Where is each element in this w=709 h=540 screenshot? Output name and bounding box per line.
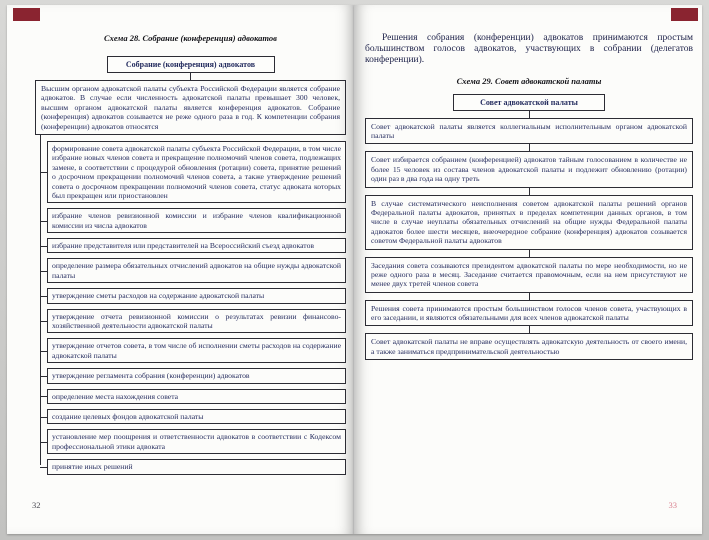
lead-paragraph: Решения собрания (конференции) адвокатов принимаются простым большинством голосов адвокатов, участвующих в собрании (делегатов конференции). xyxy=(365,33,693,66)
scheme-28-item-list xyxy=(40,135,346,475)
connector-line xyxy=(529,188,530,195)
scheme-29-item-5: Решения совета принимаются простым большинством голосов членов совета, участвующих в его заседании, и являются обязательными для всех членов адвокатской палаты xyxy=(365,300,693,327)
connector-line xyxy=(190,73,191,80)
scheme-29-item-3: В случае систематического неисполнения советом адвокатской палаты решений органов Федеральной палаты адвокатов, принятых в пределах компетенции данных органов, в том числе в случае неуплаты обязательных отчислений на общие нужды Федеральной палаты адвокатов более шести месяцев, внеочередное собрание (конференция) адвокатов созывается советом Федеральной палаты адвокатов xyxy=(365,195,693,250)
scheme-28-item-7: утверждение отчетов совета, в том числе об исполнении сметы расходов на содержание адвокатской палаты xyxy=(47,338,346,363)
page-right xyxy=(354,5,702,534)
connector-line xyxy=(529,293,530,300)
connector-line xyxy=(529,111,530,118)
scheme-28-title: Схема 28. Собрание (конференция) адвокатов xyxy=(104,33,277,43)
scheme-28-item-11: установление мер поощрения и ответственности адвокатов в соответствии с Кодексом профессиональной этики адвоката xyxy=(47,429,346,454)
page-number-right: 33 xyxy=(668,500,677,510)
scheme-28-item-5: утверждение сметы расходов на содержание адвокатской палаты xyxy=(47,288,346,303)
page-left-content xyxy=(7,5,354,475)
page-left xyxy=(7,5,354,534)
book-edge-mark-left xyxy=(13,8,40,21)
scheme-28-item-8: утверждение регламента собрания (конференции) адвокатов xyxy=(47,368,346,383)
scheme-28-item-3: избрание представителя или представителей на Всероссийский съезд адвокатов xyxy=(47,238,346,253)
scheme-29-item-6: Совет адвокатской палаты не вправе осуществлять адвокатскую деятельность от своего имени, а также заниматься предпринимательской деятельностью xyxy=(365,333,693,360)
book-edge-mark-right xyxy=(671,8,698,21)
scheme-28-item-1: формирование совета адвокатской палаты субъекта Российской Федерации, в том числе избрание новых членов совета и прекращение полномочий членов совета, подлежащих замене, в соответствии с процедурой обновления (ротации) совета, принятие решений о досрочном прекращении полномочий членов совета, а также утверждение решений совета о досрочном прекращении полномочий членов совета, статус адвоката которых был прекращен или приостановлен xyxy=(47,141,346,203)
connector-line xyxy=(529,326,530,333)
scheme-29-root-box: Совет адвокатской палаты xyxy=(453,94,605,111)
scheme-28-item-12: принятие иных решений xyxy=(47,459,346,474)
page-right-content xyxy=(354,5,702,360)
scheme-28-item-10: создание целевых фондов адвокатской палаты xyxy=(47,409,346,424)
scheme-28-item-2: избрание членов ревизионной комиссии и избрание членов квалификационной комиссии из числа адвокатов xyxy=(47,208,346,233)
scheme-29-title: Схема 29. Совет адвокатской палаты xyxy=(456,75,602,86)
connector-line xyxy=(529,144,530,151)
scheme-28-item-9: определение места нахождения совета xyxy=(47,389,346,404)
scheme-28-root-box: Собрание (конференция) адвокатов xyxy=(107,56,275,73)
scheme-29-item-4: Заседания совета созываются президентом адвокатской палаты по мере необходимости, но не реже одного раза в месяц. Заседание считается правомочным, если на нем присутствуют не менее двух третей членов совета xyxy=(365,257,693,293)
scheme-29-item-1: Совет адвокатской палаты является коллегиальным исполнительным органом адвокатской палаты xyxy=(365,118,693,145)
connector-line xyxy=(529,250,530,257)
scheme-28-item-4: определение размера обязательных отчислений адвокатов на общие нужды адвокатской палаты xyxy=(47,258,346,283)
page-number-left: 32 xyxy=(32,500,41,510)
scheme-29-item-2: Совет избирается собранием (конференцией) адвокатов тайным голосованием в количестве не более 15 человек из состава членов адвокатской палаты и подлежит обновлению (ротации) один раз в два года на одну треть xyxy=(365,151,693,187)
scheme-28-intro-box: Высшим органом адвокатской палаты субъекта Российской Федерации является собрание адвокатов. В случае если численность адвокатской палаты превышает 300 человек, высшим органом адвокатской палаты является конференция адвокатов. Собрание (конференция) адвокатов созывается не реже одного раза в год. К компетенции собрания (конференции) адвокатов относятся xyxy=(35,80,346,135)
scheme-28-item-6: утверждение отчета ревизионной комиссии о результатах ревизии финансово-хозяйственной деятельности адвокатской палаты xyxy=(47,309,346,334)
